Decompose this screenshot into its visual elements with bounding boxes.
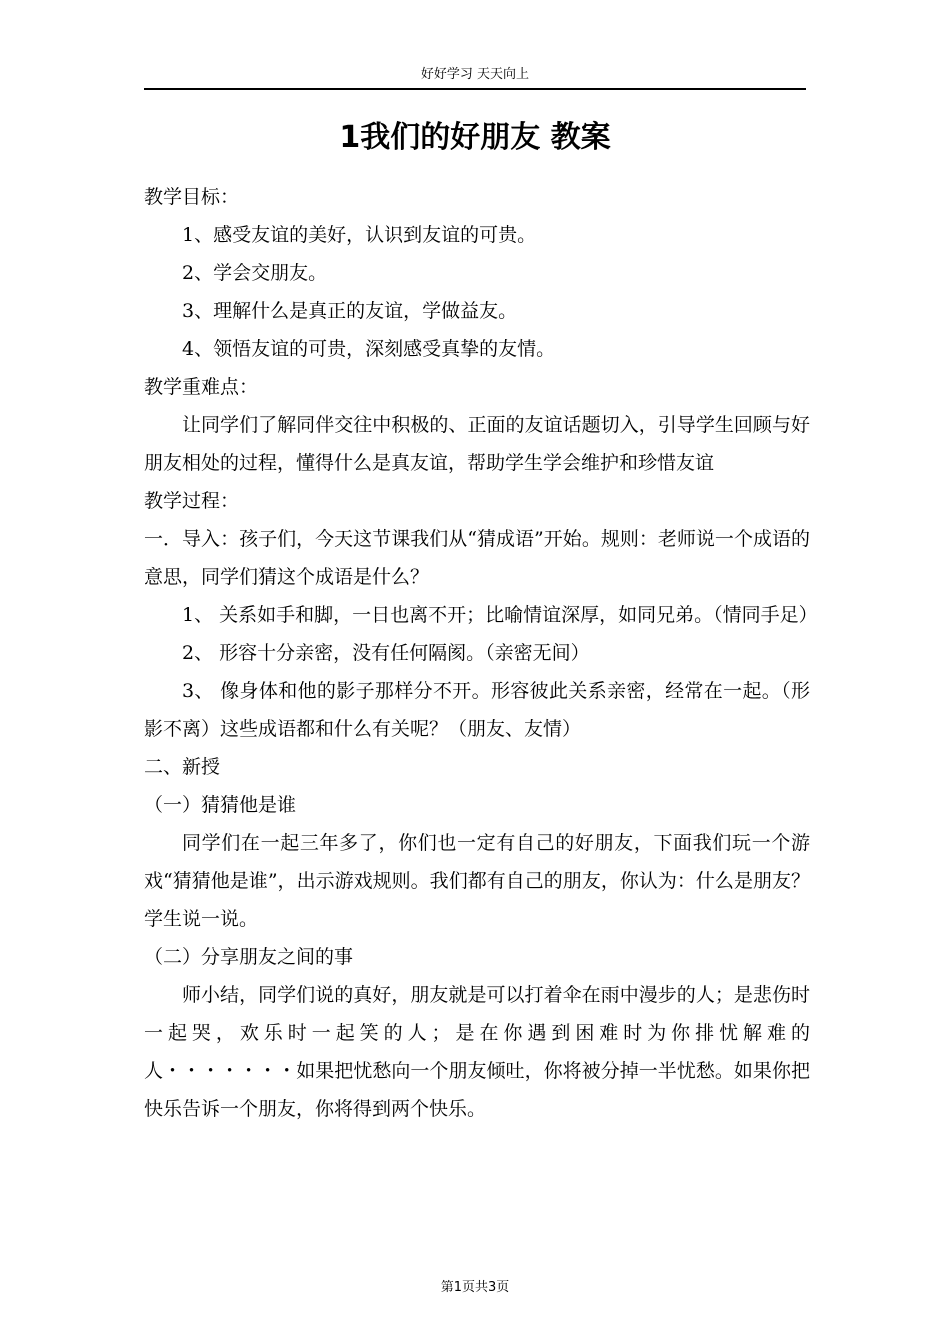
idiom-item: 3、 像身体和他的影子那样分不开。形容彼此关系亲密，经常在一起。（形影不离）这些成语都和什么有关呢？（朋友、友情） xyxy=(144,680,810,740)
objective-item: 1、感受友谊的美好，认识到友谊的可贵。 xyxy=(182,224,537,246)
key-points-paragraph: 让同学们了解同伴交往中积极的、正面的友谊话题切入，引导学生回顾与好朋友相处的过程，懂得什么是真友谊，帮助学生学会维护和珍惜友谊 xyxy=(144,414,810,474)
document-body xyxy=(144,178,818,1128)
objectives-heading: 教学目标： xyxy=(144,186,240,208)
objective-item: 4、领悟友谊的可贵，深刻感受真挚的友情。 xyxy=(182,338,556,360)
part2-paragraph: 师小结，同学们说的真好，朋友就是可以打着伞在雨中漫步的人；是悲伤时一起哭，欢乐时一起笑的人；是在你遇到困难时为你排忧解难的人・・・・・・・如果把忧愁向一个朋友倾吐，你将被分掉一半忧愁。如果你把快乐告诉一个朋友，你将得到两个快乐。 xyxy=(144,984,810,1120)
intro-paragraph: 一．导入：孩子们，今天这节课我们从“猜成语”开始。规则：老师说一个成语的意思，同学们猜这个成语是什么？ xyxy=(144,528,810,588)
part1-paragraph: 同学们在一起三年多了，你们也一定有自己的好朋友，下面我们玩一个游戏“猜猜他是谁”，出示游戏规则。我们都有自己的朋友，你认为：什么是朋友？学生说一说。 xyxy=(144,832,810,930)
document-title: 1我们的好朋友 教案 xyxy=(339,120,611,155)
new-lesson-heading: 二、新授 xyxy=(144,756,221,778)
process-heading: 教学过程： xyxy=(144,490,240,512)
part2-heading: （二）分享朋友之间的事 xyxy=(144,946,354,968)
idiom-item: 1、 关系如手和脚，一日也离不开；比喻情谊深厚，如同兄弟。（情同手足） xyxy=(182,604,818,626)
key-points-heading: 教学重难点： xyxy=(144,376,259,398)
idiom-item: 2、 形容十分亲密，没有任何隔阂。（亲密无间） xyxy=(182,642,590,664)
objective-item: 2、学会交朋友。 xyxy=(182,262,328,284)
page-header: 好好学习 天天向上 xyxy=(420,67,530,82)
page-number: 第1页共3页 xyxy=(440,1280,510,1295)
part1-heading: （一）猜猜他是谁 xyxy=(144,794,297,816)
header-divider xyxy=(144,88,806,90)
objective-item: 3、理解什么是真正的友谊，学做益友。 xyxy=(182,300,518,322)
